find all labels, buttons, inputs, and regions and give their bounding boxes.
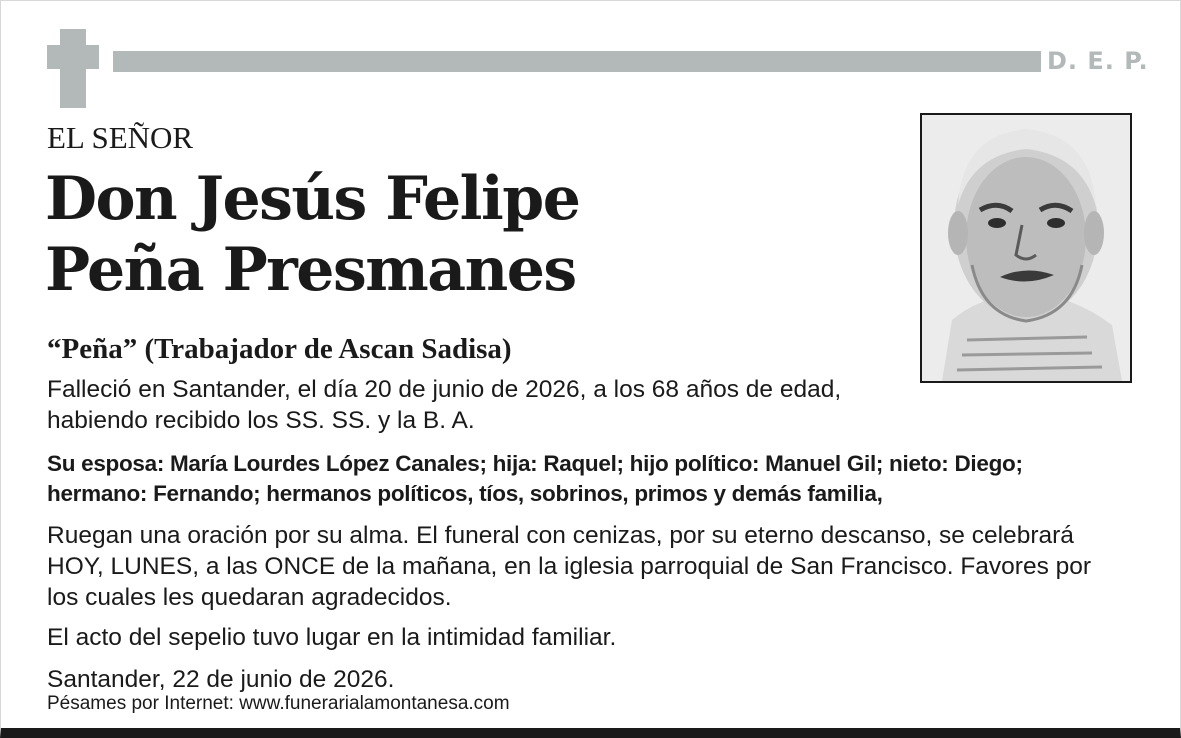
dep-label: D. E. P.: [1047, 47, 1149, 75]
portrait-photo-icon: [922, 115, 1130, 381]
text-line: Su esposa: María Lourdes López Canales; hija: Raquel; hijo político: Manuel Gil; nieto: Diego;: [47, 451, 1023, 476]
text-line: habiendo recibido los SS. SS. y la B. A.: [47, 407, 475, 434]
deceased-name-line: Don Jesús Felipe: [45, 164, 580, 234]
place-date: [47, 664, 394, 695]
text-line: Ruegan una oración por su alma. El funeral con cenizas, por su eterno descanso, se celebrará: [47, 522, 1074, 549]
deceased-name-line: Peña Presmanes: [45, 235, 576, 305]
text-line: los cuales les quedaran agradecidos.: [47, 584, 452, 611]
nickname: “Peña” (Trabajador de Ascan Sadisa): [47, 333, 512, 365]
portrait-photo: [920, 113, 1132, 383]
cross-icon-arm: [47, 45, 99, 69]
burial-info: [47, 622, 616, 653]
header-bar: [113, 51, 1041, 72]
deceased-name: [45, 164, 579, 306]
funeral-info: [47, 520, 1091, 613]
text-line: Falleció en Santander, el día 20 de junio de 2026, a los 68 años de edad,: [47, 376, 842, 403]
text-line: Santander, 22 de junio de 2026.: [47, 666, 395, 693]
text-line: HOY, LUNES, a las ONCE de la mañana, en la iglesia parroquial de San Francisco. Favores por: [47, 553, 1092, 580]
family-list: [47, 449, 1023, 509]
text-line: hermano: Fernando; hermanos políticos, tíos, sobrinos, primos y demás familia,: [47, 481, 883, 506]
death-info: [47, 374, 841, 436]
condolences-link[interactable]: Pésames por Internet: www.funerarialamontanesa.com: [47, 693, 510, 714]
text-line: El acto del sepelio tuvo lugar en la intimidad familiar.: [47, 624, 617, 651]
honorific-title: EL SEÑOR: [47, 120, 194, 155]
